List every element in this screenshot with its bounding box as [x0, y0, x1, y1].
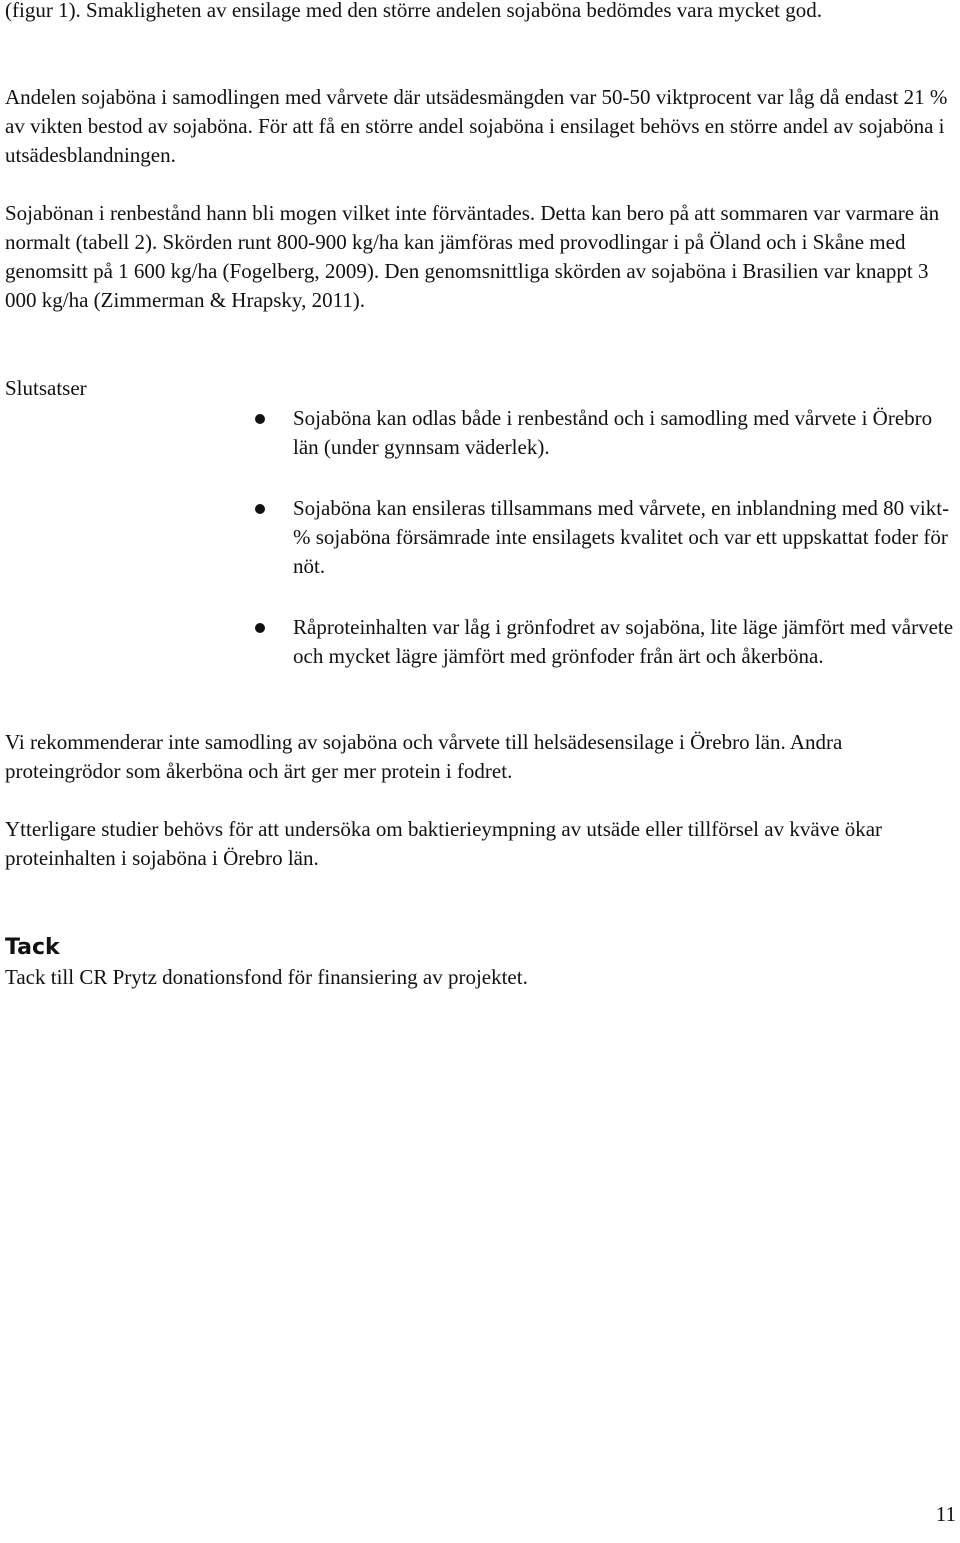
- paragraph-andelen: Andelen sojaböna i samodlingen med vårvete där utsädesmängden var 50-50 viktprocent var låg då endast 21 % av vikten bestod av sojaböna. För att få en större andel sojaböna i ensilaget behövs en större andel av sojaböna i utsädesblandningen.: [5, 85, 948, 167]
- conclusion-text: Råproteinhalten var låg i grönfodret av sojaböna, lite läge jämfört med vårvete och mycket lägre jämfört med grönfoder från ärt och åkerböna.: [293, 615, 954, 668]
- bullet-icon: [255, 504, 265, 514]
- conclusion-text: Sojaböna kan ensileras tillsammans med vårvete, en inblandning med 80 vikt-% sojaböna försämrade inte ensilagets kvalitet och var ett uppskattat foder för nöt.: [293, 496, 950, 578]
- bullet-icon: [255, 414, 265, 424]
- paragraph-ytterligare-studier: Ytterligare studier behövs för att undersöka om baktierieympning av utsäde eller tillförsel av kväve ökar proteinhalten i sojaböna i Örebro län.: [5, 817, 883, 870]
- bullet-icon: [255, 623, 265, 633]
- heading-slutsatser: Slutsatser: [5, 376, 87, 400]
- paragraph-tack: Tack till CR Prytz donationsfond för finansiering av projektet.: [5, 965, 528, 989]
- conclusion-text: Sojaböna kan odlas både i renbestånd och i samodling med vårvete i Örebro län (under gynnsam väderlek).: [293, 406, 933, 459]
- paragraph-renbestand: Sojabönan i renbestånd hann bli mogen vilket inte förväntades. Detta kan bero på att sommaren var varmare än normalt (tabell 2). Skörden runt 800-900 kg/ha kan jämföras med provodlingar i på Öland och i Skåne med genomsitt på 1 600 kg/ha (Fogelberg, 2009). Den genomsnittliga skörden av sojaböna i Brasilien var knappt 3 000 kg/ha (Zimmerman & Hrapsky, 2011).: [5, 201, 940, 312]
- paragraph-rekommendation: Vi rekommenderar inte samodling av sojaböna och vårvete till helsädesensilage i Örebro län. Andra proteingrödor som åkerböna och ärt ger mer protein i fodret.: [5, 730, 843, 783]
- page-number: 11: [935, 1502, 956, 1526]
- paragraph-smaklighet: (figur 1). Smakligheten av ensilage med den större andelen sojaböna bedömdes vara mycket god.: [5, 0, 822, 22]
- heading-tack: Tack: [5, 935, 60, 960]
